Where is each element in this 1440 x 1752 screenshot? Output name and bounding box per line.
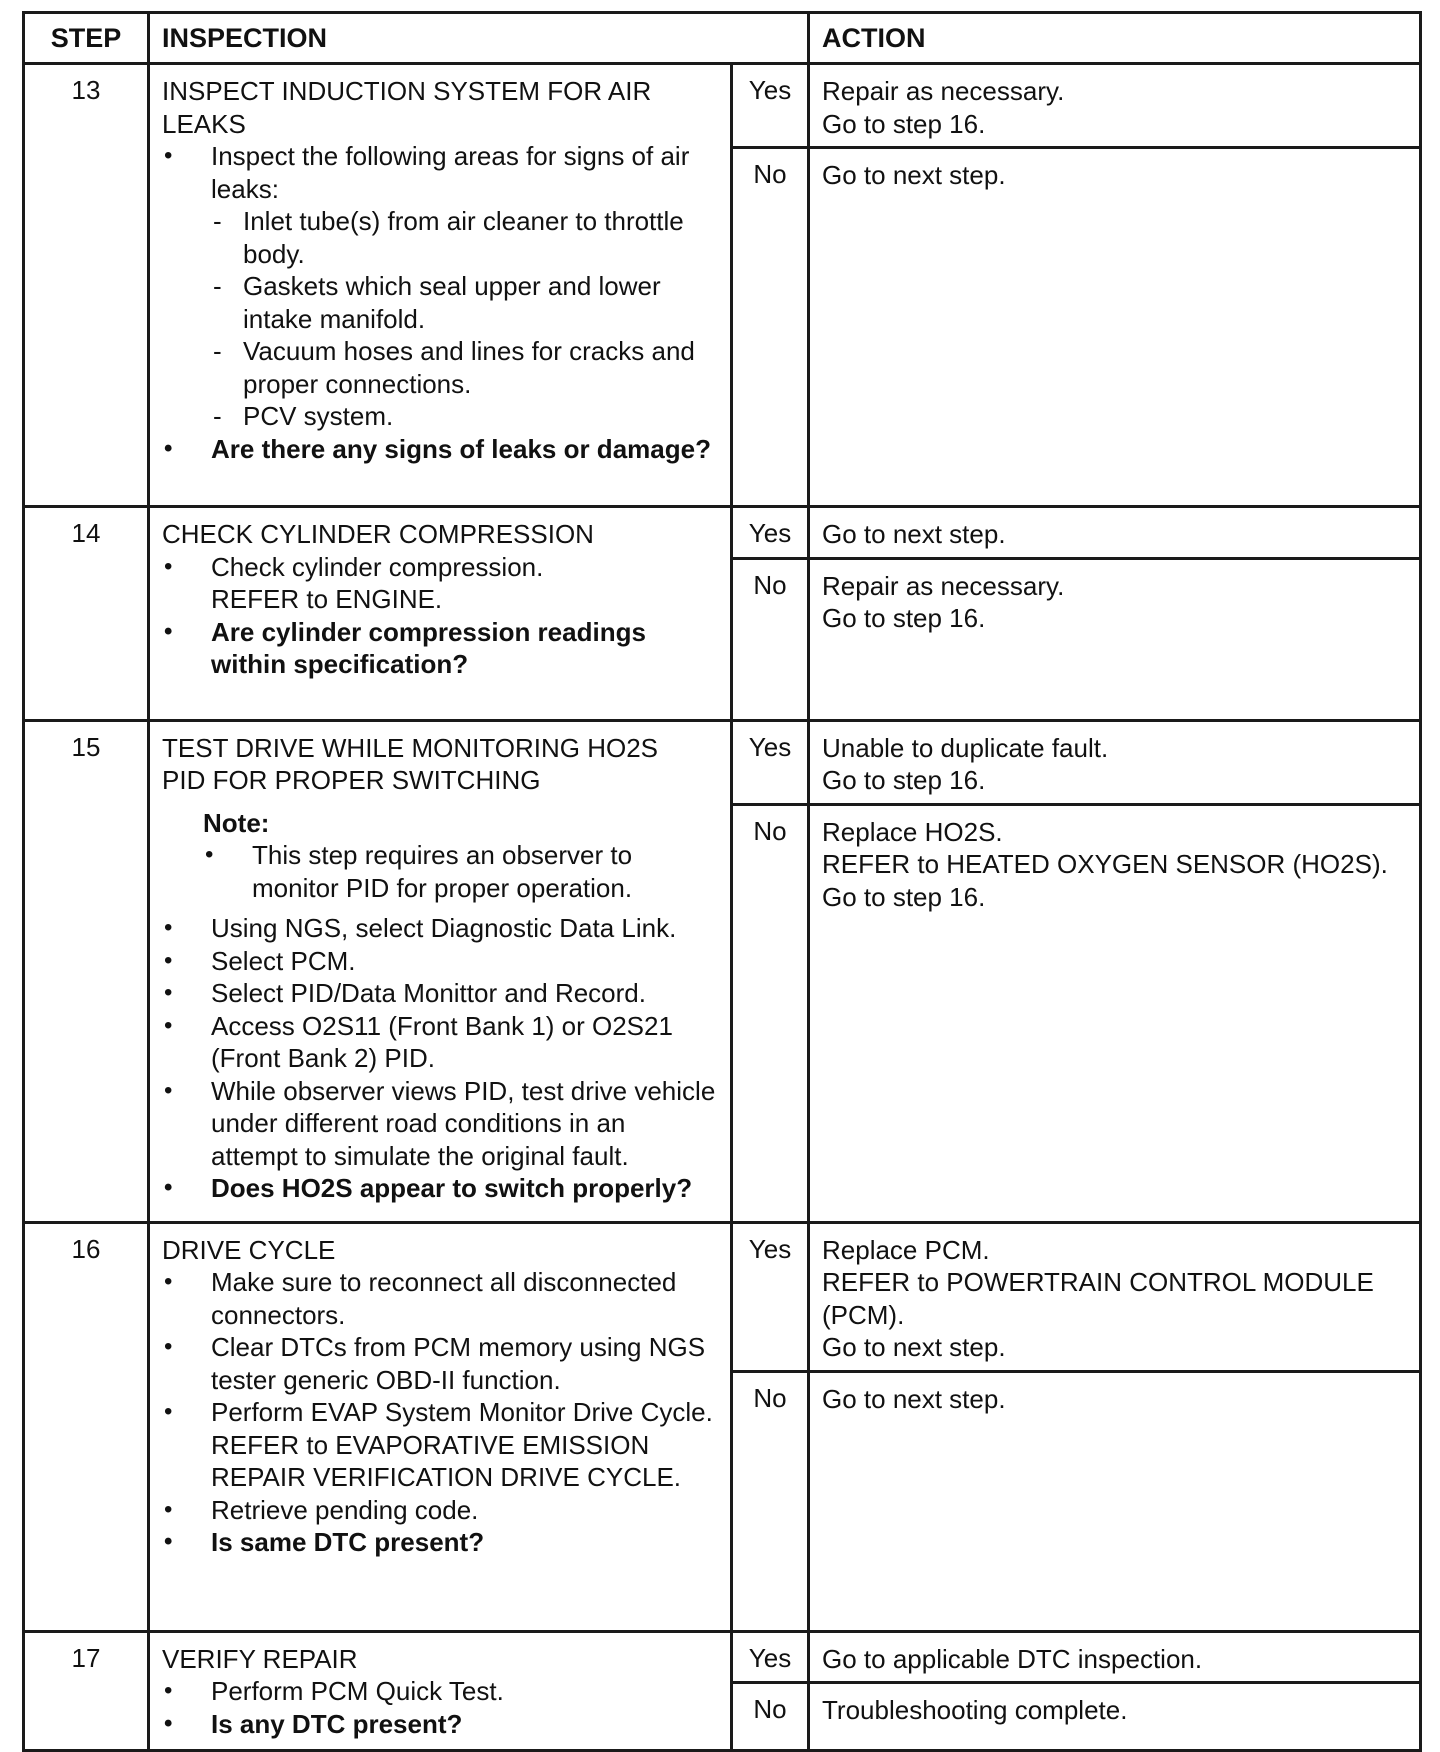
inspection-cell [149,507,732,721]
inspection-cell [149,1631,732,1751]
note-item: • This step requires an observer to monitor PID for proper operation. [203,839,718,904]
inspection-cell [149,64,732,507]
header-step: STEP [24,13,149,64]
list-item: • Using NGS, select Diagnostic Data Link. [162,912,718,945]
step-title: INSPECT INDUCTION SYSTEM FOR AIR LEAKS [162,76,652,139]
no-action: Go to next step. [809,1371,1421,1631]
yes-action: Unable to duplicate fault. Go to step 16. [809,720,1421,804]
diagnostic-table [22,11,1422,1752]
no-label: No [732,1683,809,1751]
no-label: No [732,804,809,1222]
no-action: Repair as necessary. Go to step 16. [809,558,1421,720]
table-row [24,64,1421,148]
yes-label: Yes [732,507,809,559]
step-number: 17 [24,1631,149,1751]
list-item: • While observer views PID, test drive vehicle under different road conditions in an attempt to simulate the original fault. [162,1075,718,1173]
header-action: ACTION [809,13,1421,64]
step-number: 13 [24,64,149,507]
sub-item: - Vacuum hoses and lines for cracks and proper connections. [211,335,718,400]
list-item: • Access O2S11 (Front Bank 1) or O2S21 (Front Bank 2) PID. [162,1010,718,1075]
sub-item: - PCV system. [211,400,718,433]
note-label: Note: [203,807,270,838]
list-item: • Perform EVAP System Monitor Drive Cycle. REFER to EVAPORATIVE EMISSION REPAIR VERIFICATION DRIVE CYCLE. [162,1396,718,1494]
yes-action: Go to next step. [809,507,1421,559]
list-item: • Make sure to reconnect all disconnected connectors. [162,1266,718,1331]
yes-label: Yes [732,720,809,804]
yes-action: Replace PCM. REFER to POWERTRAIN CONTROL MODULE (PCM). Go to next step. [809,1222,1421,1371]
list-item: • Retrieve pending code. [162,1494,718,1527]
list-item: • Clear DTCs from PCM memory using NGS tester generic OBD-II function. [162,1331,718,1396]
step-number: 14 [24,507,149,721]
yes-label: Yes [732,1631,809,1683]
question: • Does HO2S appear to switch properly? [162,1172,718,1205]
header-inspection: INSPECTION [149,13,809,64]
no-action: Troubleshooting complete. [809,1683,1421,1751]
no-label: No [732,148,809,507]
table-row [24,1222,1421,1371]
list-item: • Select PID/Data Monittor and Record. [162,977,718,1010]
sub-item: - Inlet tube(s) from air cleaner to throttle body. [211,205,718,270]
table-row [24,1631,1421,1683]
no-label: No [732,558,809,720]
step-title: VERIFY REPAIR [162,1643,358,1674]
question: • Is any DTC present? [162,1708,718,1741]
list-item: • Inspect the following areas for signs of air leaks: - Inlet tube(s) from air cleaner to throttle body. - Gaskets which seal upper and lower intake manifold. - Vacuum hoses and lines for cracks and proper connections. - PCV system. [162,140,718,433]
inspection-cell [149,720,732,1222]
yes-label: Yes [732,1222,809,1371]
table-row [24,507,1421,559]
question: • Is same DTC present? [162,1526,718,1559]
no-action: Replace HO2S. REFER to HEATED OXYGEN SENSOR (HO2S). Go to step 16. [809,804,1421,1222]
note-box [162,807,718,905]
list-item: • Perform PCM Quick Test. [162,1675,718,1708]
no-action: Go to next step. [809,148,1421,507]
question: • Are there any signs of leaks or damage? [162,433,718,466]
yes-action: Go to applicable DTC inspection. [809,1631,1421,1683]
list-item: • Select PCM. [162,945,718,978]
step-number: 16 [24,1222,149,1631]
header-row [24,13,1421,64]
yes-label: Yes [732,64,809,148]
step-number: 15 [24,720,149,1222]
table-row [24,720,1421,804]
step-title: DRIVE CYCLE [162,1234,336,1265]
no-label: No [732,1371,809,1631]
sub-item: - Gaskets which seal upper and lower intake manifold. [211,270,718,335]
inspection-cell [149,1222,732,1631]
step-title: CHECK CYLINDER COMPRESSION [162,519,594,549]
list-item: • Check cylinder compression. REFER to ENGINE. [162,551,718,616]
step-title: TEST DRIVE WHILE MONITORING HO2S PID FOR PROPER SWITCHING [162,732,658,795]
question: • Are cylinder compression readings within specification? [162,616,718,681]
yes-action: Repair as necessary. Go to step 16. [809,64,1421,148]
